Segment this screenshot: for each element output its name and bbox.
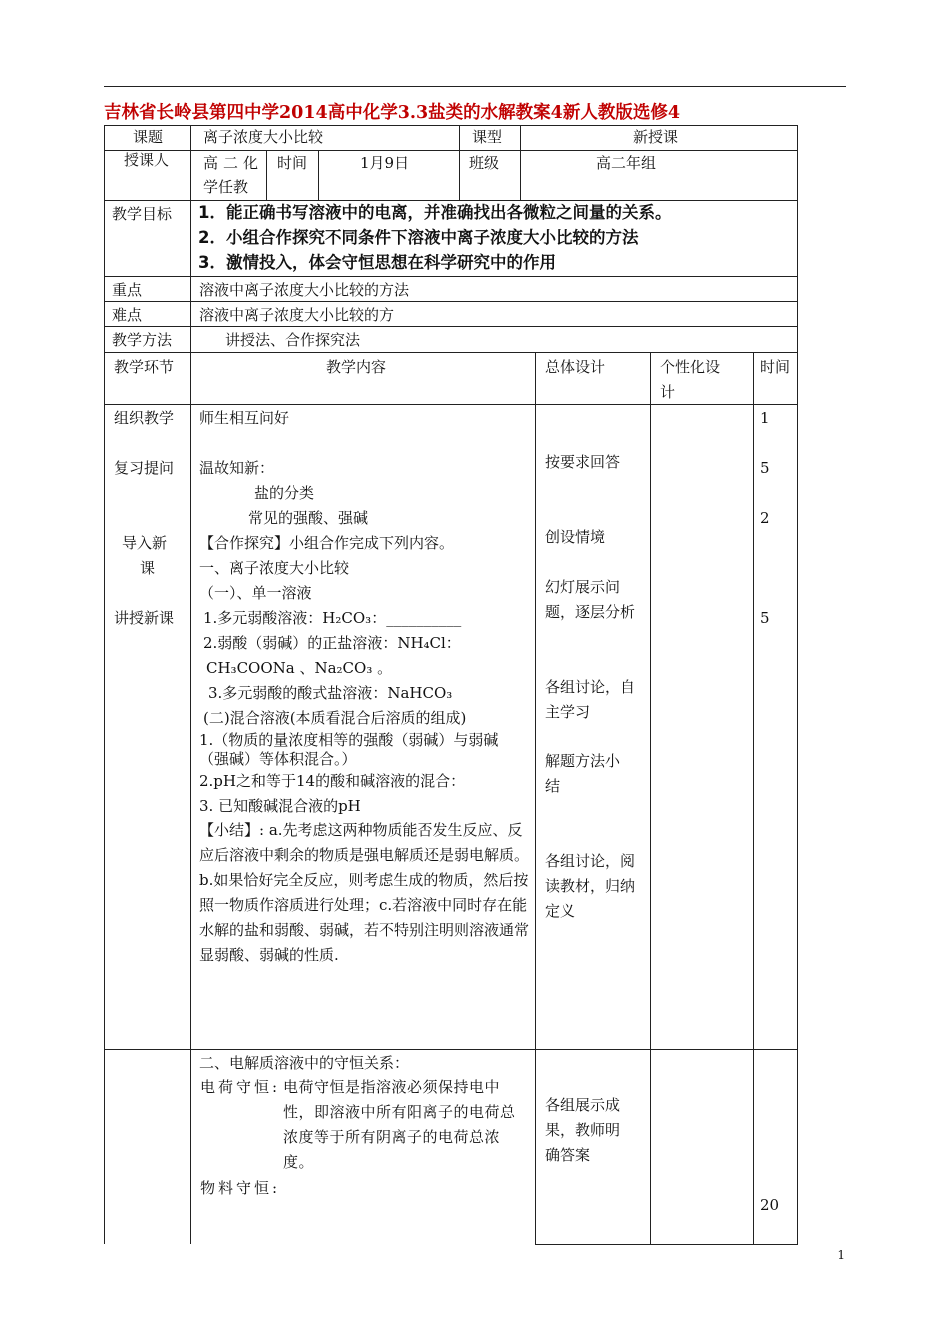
design-read-3: 定义 bbox=[545, 902, 576, 920]
col-design: 总体设计 bbox=[545, 358, 606, 376]
goals-label: 教学目标 bbox=[112, 205, 173, 223]
design-method: 解题方法小 bbox=[545, 752, 621, 770]
time-value: 1月9日 bbox=[360, 154, 410, 172]
stage-organize: 组织教学 bbox=[114, 409, 175, 427]
content-mix3: 3. 已知酸碱混合液的pH bbox=[199, 797, 361, 815]
time-5: 20 bbox=[760, 1196, 780, 1214]
design-answer: 按要求回答 bbox=[545, 453, 621, 471]
design-show-2: 果，教师明 bbox=[545, 1121, 621, 1139]
design-read: 各组讨论，阅 bbox=[545, 852, 636, 870]
method-label: 教学方法 bbox=[112, 331, 173, 349]
key-point-value: 溶液中离子浓度大小比较的方法 bbox=[199, 281, 410, 299]
content-item1: 1.多元弱酸溶液：H₂CO₃：__________ bbox=[203, 609, 462, 627]
teacher-label: 授课人 bbox=[124, 151, 170, 169]
content-sec2: 二、电解质溶液中的守恒关系： bbox=[199, 1054, 410, 1072]
col-time: 时间 bbox=[760, 358, 791, 376]
top-rule bbox=[104, 86, 846, 87]
content-item2: 2.弱酸（弱碱）的正盐溶液：NH₄Cl： bbox=[203, 634, 461, 652]
content-item2b: CH₃COONa 、Na₂CO₃ 。 bbox=[206, 659, 393, 677]
lesson-label: 课题 bbox=[133, 128, 164, 146]
design-read-2: 读教材，归纳 bbox=[545, 877, 636, 895]
design-discuss: 各组讨论，自 bbox=[545, 678, 636, 696]
goal-item: 2．小组合作探究不同条件下溶液中离子浓度大小比较的方法 bbox=[198, 228, 639, 247]
content-mix1: 1.（物质的量浓度相等的强酸（弱碱）与弱碱 bbox=[199, 731, 499, 749]
stage-teach: 讲授新课 bbox=[114, 609, 175, 627]
content-sec1: 一、离子浓度大小比较 bbox=[199, 559, 350, 577]
page-title: 吉林省长岭县第四中学2014高中化学3.3盐类的水解教案4新人教版选修4 bbox=[104, 103, 681, 123]
content-summary: 【小结】: a.先考虑这两种物质能否发生反应、反应后溶液中剩余的物质是强电解质还是弱电解质。b.如果恰好完全反应，则考虑生成的物质，然后按照一物质作溶质进行处理；c.若溶液中同时存在能水解的盐和弱酸、弱碱，若不特别注明则溶液通常显弱酸、弱碱的性质. bbox=[199, 821, 530, 964]
col-personal-2: 计 bbox=[660, 383, 676, 401]
time-2: 5 bbox=[760, 459, 770, 477]
class-value: 高二年组 bbox=[596, 154, 657, 172]
design-discuss-2: 主学习 bbox=[545, 703, 591, 721]
time-4: 5 bbox=[760, 609, 770, 627]
design-slides-2: 题，逐层分析 bbox=[545, 603, 636, 621]
page-number: 1 bbox=[837, 1248, 845, 1262]
design-method-2: 结 bbox=[545, 777, 561, 795]
difficulty-label: 难点 bbox=[112, 306, 143, 324]
design-scene: 创设情境 bbox=[545, 528, 606, 546]
col-content: 教学内容 bbox=[326, 358, 387, 376]
content-greet: 师生相互问好 bbox=[199, 409, 290, 427]
content-acids: 常见的强酸、强碱 bbox=[248, 509, 369, 527]
design-show-3: 确答案 bbox=[545, 1146, 591, 1164]
type-value: 新授课 bbox=[633, 128, 679, 146]
charge-text: 电荷守恒是指溶液必须保持电中性，即溶液中所有阳离子的电荷总浓度等于所有阴离子的电荷总浓度。 bbox=[283, 1078, 516, 1171]
content-sub1: （一）、单一溶液 bbox=[199, 584, 312, 602]
method-value: 讲授法、合作探究法 bbox=[225, 331, 361, 349]
time-1: 1 bbox=[760, 409, 770, 427]
goal-item: 3．激情投入，体会守恒思想在科学研究中的作用 bbox=[198, 253, 556, 272]
content-sub2: (二)混合溶液(本质看混合后溶质的组成) bbox=[203, 709, 467, 727]
time-3: 2 bbox=[760, 509, 770, 527]
material-label: 物料守恒: bbox=[200, 1179, 281, 1197]
difficulty-value: 溶液中离子浓度大小比较的方 bbox=[199, 306, 395, 324]
key-point-label: 重点 bbox=[112, 281, 143, 299]
stage-intro-2: 课 bbox=[140, 559, 156, 577]
class-label: 班级 bbox=[469, 154, 500, 172]
design-slides: 幻灯展示问 bbox=[545, 578, 621, 596]
content-review: 温故知新： bbox=[199, 459, 275, 477]
charge-label: 电荷守恒: bbox=[200, 1078, 281, 1096]
goal-item: 1．能正确书写溶液中的电离，并准确找出各微粒之间量的关系。 bbox=[198, 203, 672, 222]
content-coop: 【合作探究】小组合作完成下列内容。 bbox=[199, 534, 455, 552]
col-personal: 个性化设 bbox=[660, 358, 721, 376]
content-mix2: 2.pH之和等于14的酸和碱溶液的混合： bbox=[199, 772, 466, 790]
content-salt: 盐的分类 bbox=[254, 484, 315, 502]
teacher-value: 高二化 bbox=[203, 154, 264, 172]
stage-review: 复习提问 bbox=[114, 459, 175, 477]
content-item3: 3.多元弱酸的酸式盐溶液：NaHCO₃ bbox=[208, 684, 453, 702]
lesson-value: 离子浓度大小比较 bbox=[203, 128, 324, 146]
stage-intro: 导入新 bbox=[122, 534, 168, 552]
time-label: 时间 bbox=[277, 154, 308, 172]
col-stage: 教学环节 bbox=[114, 358, 175, 376]
teacher-value-2: 学任教 bbox=[203, 178, 249, 196]
content-mix1b: （强碱）等体积混合。） bbox=[199, 750, 357, 768]
design-show: 各组展示成 bbox=[545, 1096, 621, 1114]
type-label: 课型 bbox=[472, 128, 503, 146]
